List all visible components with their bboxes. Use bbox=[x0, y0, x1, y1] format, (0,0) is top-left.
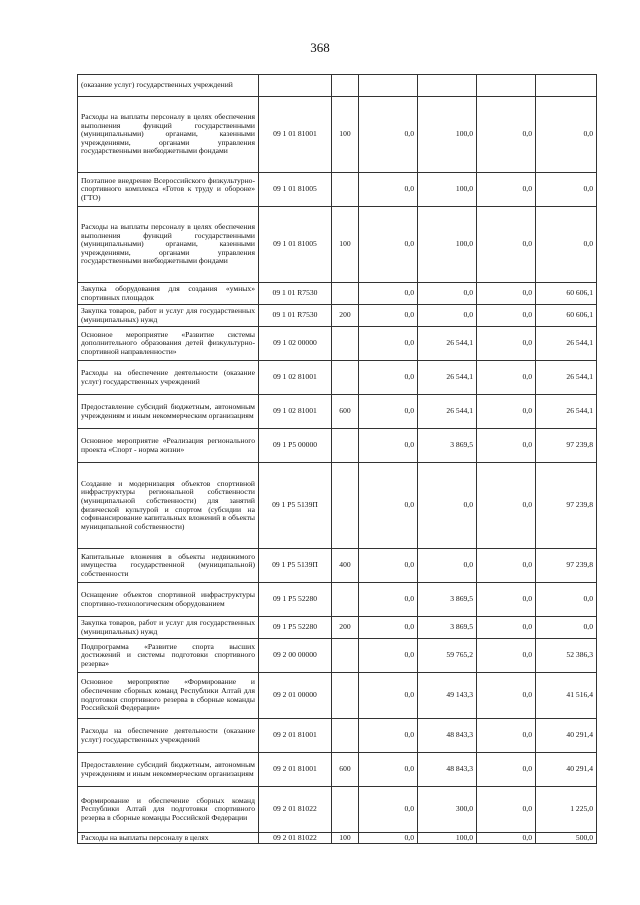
row-name: Формирование и обеспечение сборных команд Республики Алтай для подготовки спортивного резерва в сборные команды Российской Федерации bbox=[78, 787, 259, 833]
row-value-2: 59 765,2 bbox=[418, 639, 477, 673]
row-name: Поэтапное внедрение Всероссийского физкультурно-спортивного комплекса «Готов к труду и обороне» (ГТО) bbox=[78, 173, 259, 207]
row-name: Закупка товаров, работ и услуг для государственных (муниципальных) нужд bbox=[78, 617, 259, 639]
table-row bbox=[78, 753, 597, 787]
row-vr: 600 bbox=[332, 753, 359, 787]
page-number: 368 bbox=[310, 40, 330, 55]
row-vr bbox=[332, 463, 359, 549]
row-value-4: 41 516,4 bbox=[536, 673, 597, 719]
row-value-4: 52 386,3 bbox=[536, 639, 597, 673]
row-code: 09 2 01 81022 bbox=[259, 787, 332, 833]
row-value-4: 0,0 bbox=[536, 173, 597, 207]
row-vr bbox=[332, 327, 359, 361]
row-value-1: 0,0 bbox=[359, 639, 418, 673]
row-code: 09 1 02 81001 bbox=[259, 395, 332, 429]
row-name: Оснащение объектов спортивной инфраструктуры спортивно-технологическим оборудованием bbox=[78, 583, 259, 617]
row-value-3: 0,0 bbox=[477, 673, 536, 719]
row-value-3: 0,0 bbox=[477, 429, 536, 463]
row-name: Расходы на выплаты персоналу в целях обеспечения выполнения функций государственными (муниципальными) органами, казенными учреждениями, органами управления государственными внебюджетными фондами bbox=[78, 97, 259, 173]
budget-table-body bbox=[78, 75, 597, 844]
table-row bbox=[78, 463, 597, 549]
row-vr: 400 bbox=[332, 549, 359, 583]
table-row bbox=[78, 75, 597, 97]
row-value-3: 0,0 bbox=[477, 787, 536, 833]
row-value-2: 26 544,1 bbox=[418, 327, 477, 361]
row-name: Создание и модернизация объектов спортивной инфраструктуры региональной собственности (муниципальной собственности) для занятий физической культурой и спортом (субсидии на софинансирование капитальных вложений в объекты муниципальной собственности) bbox=[78, 463, 259, 549]
row-value-4: 0,0 bbox=[536, 583, 597, 617]
row-value-1: 0,0 bbox=[359, 617, 418, 639]
row-code: 09 1 Р5 00000 bbox=[259, 429, 332, 463]
row-value-1: 0,0 bbox=[359, 753, 418, 787]
row-code: 09 1 01 81005 bbox=[259, 207, 332, 283]
row-name: Основное мероприятие «Реализация регионального проекта «Спорт - норма жизни» bbox=[78, 429, 259, 463]
row-value-2: 26 544,1 bbox=[418, 361, 477, 395]
row-value-2: 3 869,5 bbox=[418, 429, 477, 463]
row-name: Подпрограмма «Развитие спорта высших достижений и системы подготовки спортивного резерва» bbox=[78, 639, 259, 673]
row-value-1: 0,0 bbox=[359, 173, 418, 207]
table-row bbox=[78, 395, 597, 429]
row-value-2: 26 544,1 bbox=[418, 395, 477, 429]
table-row bbox=[78, 833, 597, 844]
row-vr bbox=[332, 719, 359, 753]
row-value-1: 0,0 bbox=[359, 673, 418, 719]
row-code: 09 1 01 R7530 bbox=[259, 283, 332, 305]
row-value-2: 100,0 bbox=[418, 97, 477, 173]
row-value-3: 0,0 bbox=[477, 173, 536, 207]
row-value-4: 0,0 bbox=[536, 97, 597, 173]
row-vr bbox=[332, 639, 359, 673]
row-value-1: 0,0 bbox=[359, 549, 418, 583]
table-row bbox=[78, 283, 597, 305]
row-value-2: 48 843,3 bbox=[418, 753, 477, 787]
row-value-2: 100,0 bbox=[418, 833, 477, 844]
table-row bbox=[78, 207, 597, 283]
row-value-4: 97 239,8 bbox=[536, 463, 597, 549]
row-vr bbox=[332, 361, 359, 395]
row-value-4: 26 544,1 bbox=[536, 327, 597, 361]
row-name: Предоставление субсидий бюджетным, автономным учреждениям и иным некоммерческим организациям bbox=[78, 395, 259, 429]
row-value-3: 0,0 bbox=[477, 549, 536, 583]
row-code: 09 2 00 00000 bbox=[259, 639, 332, 673]
row-vr bbox=[332, 283, 359, 305]
row-vr: 600 bbox=[332, 395, 359, 429]
row-value-4: 97 239,8 bbox=[536, 549, 597, 583]
row-value-2: 0,0 bbox=[418, 283, 477, 305]
row-value-4: 0,0 bbox=[536, 207, 597, 283]
row-vr bbox=[332, 75, 359, 97]
table-row bbox=[78, 305, 597, 327]
row-code: 09 1 Р5 5139П bbox=[259, 549, 332, 583]
row-value-2: 49 143,3 bbox=[418, 673, 477, 719]
table-row bbox=[78, 639, 597, 673]
row-name: Основное мероприятие «Формирование и обеспечение сборных команд Республики Алтай для подготовки спортивного резерва в сборные команды Российской Федерации» bbox=[78, 673, 259, 719]
row-value-2: 48 843,3 bbox=[418, 719, 477, 753]
row-value-2: 100,0 bbox=[418, 207, 477, 283]
row-value-2 bbox=[418, 75, 477, 97]
row-value-2: 3 869,5 bbox=[418, 617, 477, 639]
row-name: (оказание услуг) государственных учреждений bbox=[78, 75, 259, 97]
row-value-3: 0,0 bbox=[477, 753, 536, 787]
row-name: Расходы на обеспечение деятельности (оказание услуг) государственных учреждений bbox=[78, 719, 259, 753]
row-name: Капитальные вложения в объекты недвижимого имущества государственной (муниципальной) собственности bbox=[78, 549, 259, 583]
row-value-4: 500,0 bbox=[536, 833, 597, 844]
row-value-4: 26 544,1 bbox=[536, 395, 597, 429]
row-value-3: 0,0 bbox=[477, 207, 536, 283]
row-value-4: 40 291,4 bbox=[536, 719, 597, 753]
table-row bbox=[78, 583, 597, 617]
table-row bbox=[78, 97, 597, 173]
table-row bbox=[78, 719, 597, 753]
row-name: Закупка оборудования для создания «умных» спортивных площадок bbox=[78, 283, 259, 305]
row-value-1: 0,0 bbox=[359, 327, 418, 361]
row-name: Расходы на выплаты персоналу в целях обеспечения выполнения функций государственными (муниципальными) органами, казенными учреждениями, органами управления государственными внебюджетными фондами bbox=[78, 207, 259, 283]
row-code: 09 2 01 81001 bbox=[259, 753, 332, 787]
row-value-4 bbox=[536, 75, 597, 97]
row-value-1: 0,0 bbox=[359, 305, 418, 327]
row-code: 09 2 01 00000 bbox=[259, 673, 332, 719]
row-value-1: 0,0 bbox=[359, 719, 418, 753]
row-value-2: 0,0 bbox=[418, 549, 477, 583]
row-code bbox=[259, 75, 332, 97]
row-value-3: 0,0 bbox=[477, 583, 536, 617]
row-name: Расходы на выплаты персоналу в целях bbox=[78, 833, 259, 844]
row-code: 09 2 01 81022 bbox=[259, 833, 332, 844]
row-value-1: 0,0 bbox=[359, 283, 418, 305]
row-value-3: 0,0 bbox=[477, 617, 536, 639]
row-vr bbox=[332, 429, 359, 463]
budget-table bbox=[77, 74, 597, 844]
row-value-2: 300,0 bbox=[418, 787, 477, 833]
table-row bbox=[78, 361, 597, 395]
row-code: 09 1 Р5 52280 bbox=[259, 617, 332, 639]
row-vr: 100 bbox=[332, 833, 359, 844]
row-name: Основное мероприятие «Развитие системы дополнительного образования детей физкультурно-спортивной направленности» bbox=[78, 327, 259, 361]
row-value-3: 0,0 bbox=[477, 719, 536, 753]
row-value-2: 3 869,5 bbox=[418, 583, 477, 617]
row-value-3: 0,0 bbox=[477, 395, 536, 429]
row-name: Расходы на обеспечение деятельности (оказание услуг) государственных учреждений bbox=[78, 361, 259, 395]
row-code: 09 2 01 81001 bbox=[259, 719, 332, 753]
row-value-2: 100,0 bbox=[418, 173, 477, 207]
row-vr: 100 bbox=[332, 207, 359, 283]
row-value-2: 0,0 bbox=[418, 305, 477, 327]
row-value-1: 0,0 bbox=[359, 463, 418, 549]
row-name: Закупка товаров, работ и услуг для государственных (муниципальных) нужд bbox=[78, 305, 259, 327]
row-vr: 200 bbox=[332, 305, 359, 327]
row-value-1: 0,0 bbox=[359, 583, 418, 617]
row-vr: 100 bbox=[332, 97, 359, 173]
row-value-1: 0,0 bbox=[359, 207, 418, 283]
row-value-4: 60 606,1 bbox=[536, 283, 597, 305]
row-value-1: 0,0 bbox=[359, 429, 418, 463]
row-value-4: 97 239,8 bbox=[536, 429, 597, 463]
row-value-3 bbox=[477, 75, 536, 97]
row-value-3: 0,0 bbox=[477, 833, 536, 844]
table-row bbox=[78, 173, 597, 207]
row-value-3: 0,0 bbox=[477, 97, 536, 173]
row-vr: 200 bbox=[332, 617, 359, 639]
row-value-2: 0,0 bbox=[418, 463, 477, 549]
row-value-1: 0,0 bbox=[359, 395, 418, 429]
row-value-4: 0,0 bbox=[536, 617, 597, 639]
table-row bbox=[78, 617, 597, 639]
row-code: 09 1 01 81005 bbox=[259, 173, 332, 207]
row-name: Предоставление субсидий бюджетным, автономным учреждениям и иным некоммерческим организациям bbox=[78, 753, 259, 787]
table-row bbox=[78, 429, 597, 463]
table-row bbox=[78, 787, 597, 833]
row-value-3: 0,0 bbox=[477, 639, 536, 673]
row-value-4: 1 225,0 bbox=[536, 787, 597, 833]
row-code: 09 1 01 81001 bbox=[259, 97, 332, 173]
row-code: 09 1 Р5 5139П bbox=[259, 463, 332, 549]
row-value-4: 60 606,1 bbox=[536, 305, 597, 327]
row-value-1: 0,0 bbox=[359, 833, 418, 844]
table-row bbox=[78, 673, 597, 719]
row-code: 09 1 02 00000 bbox=[259, 327, 332, 361]
row-value-3: 0,0 bbox=[477, 283, 536, 305]
row-value-3: 0,0 bbox=[477, 463, 536, 549]
row-value-1 bbox=[359, 75, 418, 97]
row-value-1: 0,0 bbox=[359, 97, 418, 173]
row-value-1: 0,0 bbox=[359, 361, 418, 395]
row-code: 09 1 02 81001 bbox=[259, 361, 332, 395]
table-row bbox=[78, 549, 597, 583]
row-vr bbox=[332, 173, 359, 207]
row-vr bbox=[332, 673, 359, 719]
row-vr bbox=[332, 583, 359, 617]
row-code: 09 1 01 R7530 bbox=[259, 305, 332, 327]
row-code: 09 1 Р5 52280 bbox=[259, 583, 332, 617]
row-vr bbox=[332, 787, 359, 833]
row-value-3: 0,0 bbox=[477, 361, 536, 395]
row-value-1: 0,0 bbox=[359, 787, 418, 833]
table-row bbox=[78, 327, 597, 361]
row-value-4: 26 544,1 bbox=[536, 361, 597, 395]
row-value-4: 40 291,4 bbox=[536, 753, 597, 787]
row-value-3: 0,0 bbox=[477, 327, 536, 361]
row-value-3: 0,0 bbox=[477, 305, 536, 327]
